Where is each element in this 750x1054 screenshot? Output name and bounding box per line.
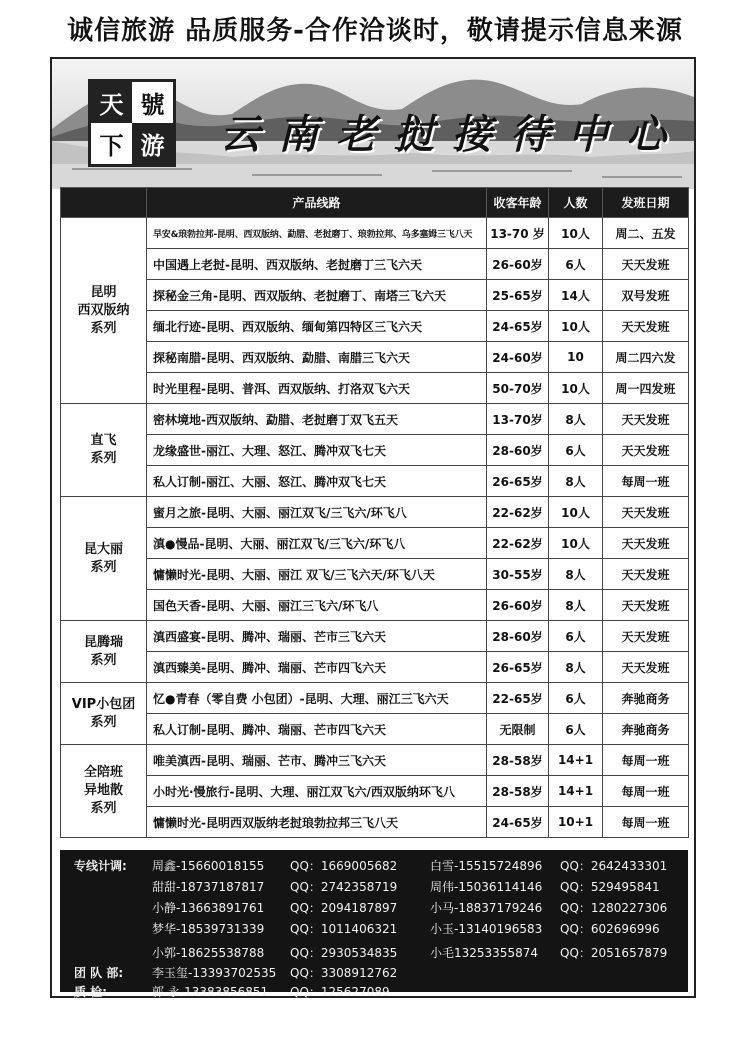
- header-route: 产品线路: [147, 188, 487, 218]
- group-size: 10人: [549, 218, 603, 249]
- contact-phone: 小玉-13140196583: [430, 922, 543, 936]
- contact-label: 专线计调:: [74, 859, 127, 873]
- brand-logo: [88, 79, 176, 167]
- logo-char: 下: [91, 123, 132, 164]
- table-row: [61, 683, 689, 714]
- age-range: 26-60岁: [487, 249, 549, 280]
- departure-schedule: 奔驰商务: [603, 714, 689, 745]
- table-row: [61, 466, 689, 497]
- route-name: 私人订制-昆明、腾冲、瑞丽、芒市四飞六天: [147, 714, 487, 745]
- group-size: 8人: [549, 559, 603, 590]
- contact-phone: 李玉玺-13393702535: [152, 966, 277, 980]
- age-range: 28-58岁: [487, 745, 549, 776]
- route-name: 中国遇上老挝-昆明、西双版纳、老挝磨丁三飞六天: [147, 249, 487, 280]
- age-range: 22-62岁: [487, 497, 549, 528]
- contact-qq: QQ：2742358719: [290, 880, 398, 894]
- series-name: VIP小包团 系列: [61, 683, 147, 745]
- departure-schedule: 天天发班: [603, 435, 689, 466]
- route-name: 密林境地-西双版纳、勐腊、老挝磨丁双飞五天: [147, 404, 487, 435]
- route-name: 小时光·慢旅行-昆明、大理、丽江双飞六/西双版纳环飞八: [147, 776, 487, 807]
- table-row: [61, 621, 689, 652]
- age-range: 50-70岁: [487, 373, 549, 404]
- group-size: 14+1: [549, 745, 603, 776]
- routes-body: [61, 218, 689, 838]
- group-size: 10+1: [549, 807, 603, 838]
- group-size: 6人: [549, 435, 603, 466]
- group-size: 8人: [549, 404, 603, 435]
- table-row: [61, 249, 689, 280]
- contact-row: [60, 898, 688, 918]
- table-row: [61, 342, 689, 373]
- table-row: [61, 404, 689, 435]
- contact-label: 质 检:: [74, 985, 107, 999]
- contact-qq: QQ：2051657879: [560, 946, 668, 960]
- contact-phone: 白雪-15515724896: [430, 859, 543, 873]
- contact-phone: 梦华-18539731339: [152, 922, 265, 936]
- route-name: 探秘南腊-昆明、西双版纳、勐腊、南腊三飞六天: [147, 342, 487, 373]
- table-header-row: [61, 188, 689, 218]
- table-row: [61, 807, 689, 838]
- departure-schedule: 每周一班: [603, 745, 689, 776]
- contact-row: [60, 963, 688, 983]
- contact-qq: QQ：1011406321: [290, 922, 398, 936]
- departure-schedule: 天天发班: [603, 311, 689, 342]
- contact-phone: 周伟-15036114146: [430, 880, 543, 894]
- age-range: 28-60岁: [487, 435, 549, 466]
- route-name: 缅北行迹-昆明、西双版纳、缅甸第四特区三飞六天: [147, 311, 487, 342]
- route-name: 滇西盛宴-昆明、腾冲、瑞丽、芒市三飞六天: [147, 621, 487, 652]
- contact-row: [60, 856, 688, 876]
- route-name: 国色天香-昆明、大丽、丽江三飞六/环飞八: [147, 590, 487, 621]
- brand-title: 云南老挝接待中心: [220, 111, 684, 158]
- departure-schedule: 周二四六发: [603, 342, 689, 373]
- age-range: 28-60岁: [487, 621, 549, 652]
- departure-schedule: 天天发班: [603, 652, 689, 683]
- series-name: 直飞 系列: [61, 404, 147, 497]
- age-range: 22-62岁: [487, 528, 549, 559]
- contact-phone: 小郭-18625538788: [152, 946, 265, 960]
- age-range: 25-65岁: [487, 280, 549, 311]
- group-size: 8人: [549, 466, 603, 497]
- header-count: 人数: [549, 188, 603, 218]
- departure-schedule: 天天发班: [603, 249, 689, 280]
- contact-qq: QQ：3308912762: [290, 966, 398, 980]
- banner: [52, 59, 694, 189]
- route-name: 滇●慢品-昆明、大丽、丽江双飞/三飞六/环飞八: [147, 528, 487, 559]
- series-name: 昆腾瑞 系列: [61, 621, 147, 683]
- age-range: 13-70 岁: [487, 218, 549, 249]
- table-row: [61, 559, 689, 590]
- table-row: [61, 745, 689, 776]
- departure-schedule: 天天发班: [603, 559, 689, 590]
- routes-table: [60, 187, 689, 838]
- contact-row: [60, 982, 688, 1002]
- contact-qq: QQ：125627089: [290, 985, 390, 999]
- age-range: 30-55岁: [487, 559, 549, 590]
- series-name: 全陪班 异地散 系列: [61, 745, 147, 838]
- group-size: 6人: [549, 683, 603, 714]
- group-size: 6人: [549, 621, 603, 652]
- table-row: [61, 652, 689, 683]
- contact-label: 团 队 部:: [74, 966, 124, 980]
- group-size: 14人: [549, 280, 603, 311]
- table-row: [61, 776, 689, 807]
- route-name: 蜜月之旅-昆明、大丽、丽江双飞/三飞六/环飞八: [147, 497, 487, 528]
- route-name: 龙缘盛世-丽江、大理、怒江、腾冲双飞七天: [147, 435, 487, 466]
- route-name: 慵懒时光-昆明、大丽、丽江 双飞/三飞六天/环飞八天: [147, 559, 487, 590]
- table-row: [61, 311, 689, 342]
- logo-char: 號: [132, 82, 173, 123]
- contact-qq: QQ：1669005682: [290, 859, 398, 873]
- age-range: 26-65岁: [487, 466, 549, 497]
- group-size: 8人: [549, 590, 603, 621]
- age-range: 26-65岁: [487, 652, 549, 683]
- age-range: 24-65岁: [487, 311, 549, 342]
- contact-qq: QQ：2930534835: [290, 946, 398, 960]
- header-age: 收客年龄: [487, 188, 549, 218]
- group-size: 14+1: [549, 776, 603, 807]
- age-range: 无限制: [487, 714, 549, 745]
- departure-schedule: 天天发班: [603, 404, 689, 435]
- header-date: 发班日期: [603, 188, 689, 218]
- group-size: 6人: [549, 714, 603, 745]
- route-name: 探秘金三角-昆明、西双版纳、老挝磨丁、南塔三飞六天: [147, 280, 487, 311]
- departure-schedule: 周二、五发: [603, 218, 689, 249]
- route-name: 慵懒时光-昆明西双版纳老挝琅勃拉邦三飞八天: [147, 807, 487, 838]
- departure-schedule: 双号发班: [603, 280, 689, 311]
- departure-schedule: 天天发班: [603, 497, 689, 528]
- table-row: [61, 218, 689, 249]
- departure-schedule: 天天发班: [603, 528, 689, 559]
- route-name: 私人订制-丽江、大丽、怒江、腾冲双飞七天: [147, 466, 487, 497]
- contact-qq: QQ：1280227306: [560, 901, 668, 915]
- route-name: 早安&琅勃拉邦-昆明、西双版纳、勐腊、老挝磨丁、琅勃拉邦、乌多塞姆三飞八天: [147, 218, 487, 249]
- group-size: 6人: [549, 249, 603, 280]
- age-range: 22-65岁: [487, 683, 549, 714]
- table-row: [61, 497, 689, 528]
- table-row: [61, 280, 689, 311]
- logo-char: 天: [91, 82, 132, 123]
- contact-row: [60, 919, 688, 939]
- table-row: [61, 528, 689, 559]
- departure-schedule: 奔驰商务: [603, 683, 689, 714]
- contact-qq: QQ：2642433301: [560, 859, 668, 873]
- group-size: 10人: [549, 528, 603, 559]
- route-name: 滇西臻美-昆明、腾冲、瑞丽、芒市四飞六天: [147, 652, 487, 683]
- departure-schedule: 每周一班: [603, 466, 689, 497]
- age-range: 24-60岁: [487, 342, 549, 373]
- departure-schedule: 每周一班: [603, 807, 689, 838]
- departure-schedule: 每周一班: [603, 776, 689, 807]
- flyer-frame: [50, 57, 696, 998]
- age-range: 28-58岁: [487, 776, 549, 807]
- contact-phone: 小毛13253355874: [430, 946, 538, 960]
- departure-schedule: 天天发班: [603, 590, 689, 621]
- route-name: 忆●青春（零自费 小包团）-昆明、大理、丽江三飞六天: [147, 683, 487, 714]
- header-series: [61, 188, 147, 218]
- group-size: 10人: [549, 311, 603, 342]
- contact-row: [60, 943, 688, 963]
- group-size: 10: [549, 342, 603, 373]
- contact-row: [60, 877, 688, 897]
- series-name: 昆大丽 系列: [61, 497, 147, 621]
- contact-phone: 郭 永-13383856851: [152, 985, 269, 999]
- table-row: [61, 373, 689, 404]
- age-range: 26-60岁: [487, 590, 549, 621]
- table-row: [61, 435, 689, 466]
- contact-phone: 小马-18837179246: [430, 901, 543, 915]
- contact-phone: 小静-13663891761: [152, 901, 265, 915]
- table-row: [61, 590, 689, 621]
- route-name: 唯美滇西-昆明、瑞丽、芒市、腾冲三飞六天: [147, 745, 487, 776]
- group-size: 10人: [549, 373, 603, 404]
- contact-qq: QQ：602696996: [560, 922, 660, 936]
- table-row: [61, 714, 689, 745]
- age-range: 24-65岁: [487, 807, 549, 838]
- series-name: 昆明 西双版纳 系列: [61, 218, 147, 404]
- top-slogan: 诚信旅游 品质服务-合作洽谈时，敬请提示信息来源: [67, 16, 683, 46]
- departure-schedule: 周一四发班: [603, 373, 689, 404]
- logo-char: 游: [132, 123, 173, 164]
- group-size: 8人: [549, 652, 603, 683]
- departure-schedule: 天天发班: [603, 621, 689, 652]
- route-name: 时光里程-昆明、普洱、西双版纳、打洛双飞六天: [147, 373, 487, 404]
- contact-phone: 甜甜-18737187817: [152, 880, 265, 894]
- contact-phone: 周鑫-15660018155: [152, 859, 265, 873]
- contacts-panel: [60, 850, 688, 999]
- age-range: 13-70岁: [487, 404, 549, 435]
- group-size: 10人: [549, 497, 603, 528]
- contact-qq: QQ：2094187897: [290, 901, 398, 915]
- contact-qq: QQ：529495841: [560, 880, 660, 894]
